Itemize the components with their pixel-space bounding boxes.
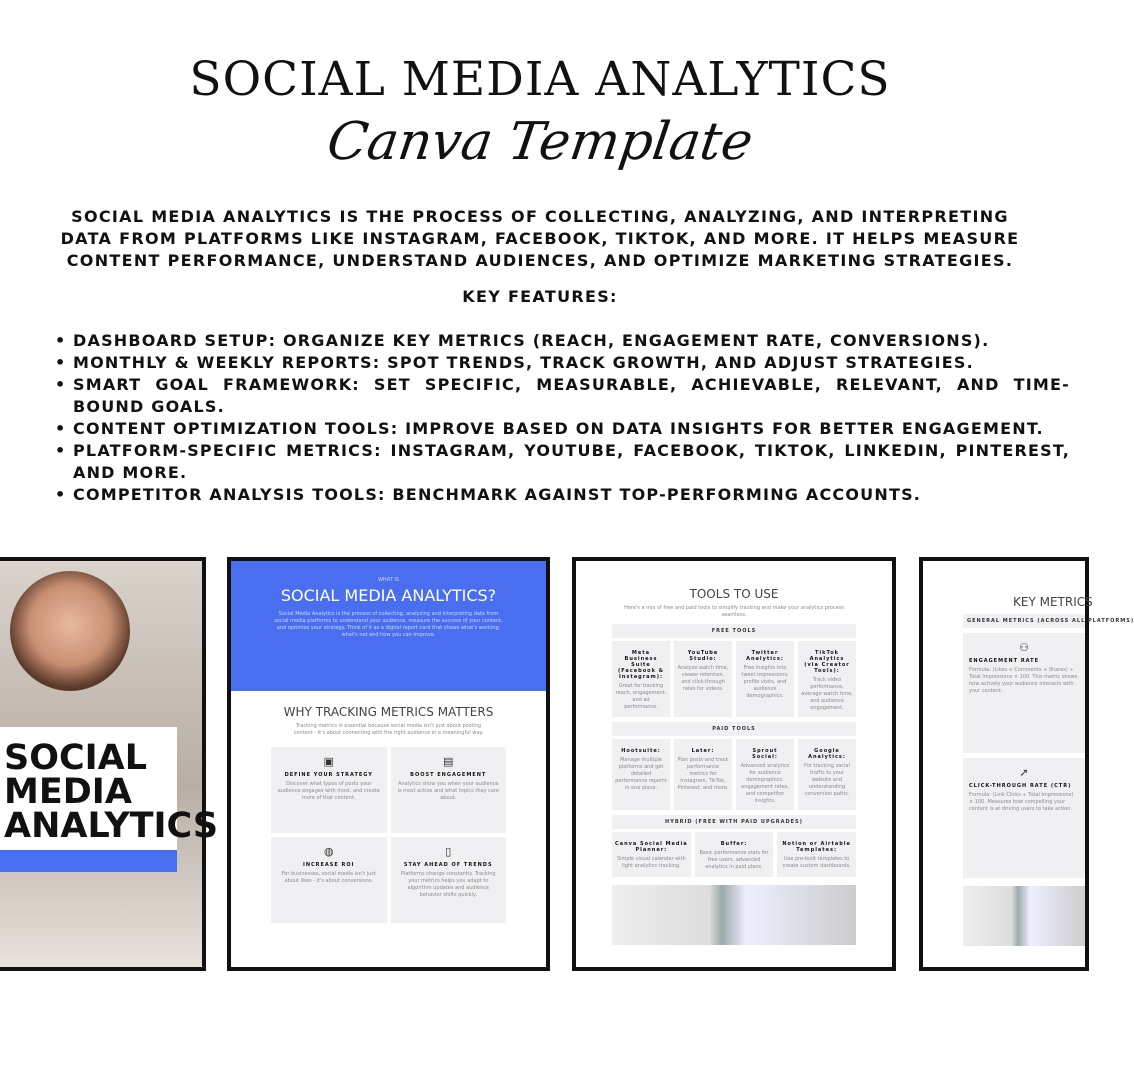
free-tools-band: FREE TOOLS xyxy=(612,624,856,638)
feature-item: • COMPETITOR ANALYSIS TOOLS: BENCHMARK AGAINST TOP-PERFORMING ACCOUNTS. xyxy=(55,484,1070,506)
paid-tools-band: PAID TOOLS xyxy=(612,722,856,736)
text: Platforms change constantly. Tracking your metrics helps you adapt to algorithm updates and audience behavior shifts quickly. xyxy=(400,871,496,898)
feature-item: • CONTENT OPTIMIZATION TOOLS: IMPROVE BASED ON DATA INSIGHTS FOR BETTER ENGAGEMENT. xyxy=(55,418,1070,440)
page-heading: TOOLS TO USE xyxy=(689,587,779,601)
tile xyxy=(612,739,670,810)
text: Discover what types of posts your audience engages with most, and create more of that content. xyxy=(277,781,380,801)
tile xyxy=(798,739,856,810)
text: Canva Social Media Planner: xyxy=(615,841,688,853)
text: Later: xyxy=(691,748,715,754)
tile xyxy=(612,832,691,877)
preview-key-metrics xyxy=(919,557,1134,971)
desk-photo xyxy=(612,885,856,945)
tile xyxy=(736,739,794,810)
text: Analyze watch time, viewer retention, and click-through rates for videos. xyxy=(677,665,729,692)
text: Meta Business Suite (Facebook & Instagram): xyxy=(617,650,664,680)
tile xyxy=(391,837,507,923)
body-text: Social Media Analytics is the process of collecting, analyzing and interpreting data from social media platforms to understand your audience, measure the success of your content, and optimize your strategy. Think of it as a digital report card that shows what's working, what's not and how you can improve. xyxy=(274,611,503,638)
general-metrics-band: GENERAL METRICS (ACROSS ALL PLATFORMS) xyxy=(963,614,1085,628)
cover-title: SOCIAL MEDIA ANALYTICS xyxy=(0,727,177,872)
tile xyxy=(963,758,1085,878)
feature-item: • SMART GOAL FRAMEWORK: SET SPECIFIC, MEASURABLE, ACHIEVABLE, RELEVANT, AND TIME-BOUND GOALS. xyxy=(55,374,1070,418)
feature-item: • MONTHLY & WEEKLY REPORTS: SPOT TRENDS, TRACK GROWTH, AND ADJUST STRATEGIES. xyxy=(55,352,1070,374)
features-list xyxy=(55,330,1070,506)
text: Hootsuite: xyxy=(621,748,661,754)
tile xyxy=(674,739,732,810)
strategy-board-icon: ▣ xyxy=(323,755,334,768)
text: BOOST ENGAGEMENT xyxy=(410,772,487,778)
page-heading: SOCIAL MEDIA ANALYTICS? xyxy=(280,586,497,605)
row xyxy=(612,641,856,717)
roi-icon: ◍ xyxy=(323,845,334,858)
tile xyxy=(695,832,774,877)
intro: Here's a mix of free and paid tools to simplify tracking and make your analytics process seamless. xyxy=(624,605,844,618)
text: Formula: (Likes + Comments + Shares) ÷ Total Impressions × 100. This metric shows how actively your audience interacts with your content. xyxy=(969,667,1078,694)
section-body: Tracking metrics is essential because social media isn't just about posting content - it's about connecting with the right audience in a meaningful way. xyxy=(293,723,484,736)
text: Formula: (Link Clicks ÷ Total Impressions) × 100. Measures how compelling your content is at driving users to take action. xyxy=(969,792,1074,812)
section-heading: WHY TRACKING METRICS MATTERS xyxy=(283,705,494,719)
desk-photo xyxy=(963,886,1085,946)
text: Plan posts and track performance metrics for Instagram, TikTok, Pinterest, and more. xyxy=(677,757,729,791)
text: Buffer: xyxy=(720,841,748,847)
text: INCREASE ROI xyxy=(302,862,355,868)
text: YouTube Studio: xyxy=(687,650,719,662)
preview-what-is xyxy=(227,557,550,971)
text: Advanced analytics for audience demographics, engagement rates, and competitor insights. xyxy=(740,763,790,804)
intro-paragraph: SOCIAL MEDIA ANALYTICS IS THE PROCESS OF COLLECTING, ANALYZING, AND INTERPRETING DATA FROM PLATFORMS LIKE INSTAGRAM, FACEBOOK, TIKTOK, AND MORE. IT HELPS MEASURE CONTENT PERFORMANCE, UNDERSTAND AUDIENCES, AND OPTIMIZE MARKETING STRATEGIES. xyxy=(60,207,1020,270)
text: STAY AHEAD OF TRENDS xyxy=(403,862,493,868)
text: Sprout Social: xyxy=(752,748,778,760)
text: Notion or Airtable Templates: xyxy=(782,841,851,853)
tile xyxy=(271,747,387,833)
tile xyxy=(963,633,1085,753)
woman-photo xyxy=(10,571,130,691)
tile xyxy=(777,832,856,877)
text: CLICK-THROUGH RATE (CTR) xyxy=(969,783,1072,789)
tile xyxy=(798,641,856,717)
row xyxy=(612,739,856,810)
text: ENGAGEMENT RATE xyxy=(969,658,1039,664)
feature-item: • DASHBOARD SETUP: ORGANIZE KEY METRICS (REACH, ENGAGEMENT RATE, CONVERSIONS). xyxy=(55,330,1070,352)
text: Free insights into tweet impressions, profile visits, and audience demographics. xyxy=(741,665,789,699)
preview-cover xyxy=(0,557,219,971)
text: Use pre-built templates to create custom dashboards. xyxy=(782,856,851,869)
text: Track video performance, average watch time, and audience engagement. xyxy=(801,677,853,711)
text: Basic performance stats for free users, advanced analytics in paid plans. xyxy=(699,850,769,870)
script-subtitle: Canva Template xyxy=(323,112,757,172)
tile xyxy=(674,641,732,717)
tile xyxy=(612,641,670,717)
page-heading: KEY METRICS xyxy=(1013,595,1093,609)
text: Analytics show you when your audience is most active and what topics they care about. xyxy=(397,781,499,801)
text: For tracking social traffic to your website and understanding conversion paths. xyxy=(804,763,850,797)
phone-icon: ▤ xyxy=(443,755,454,768)
text: DEFINE YOUR STRATEGY xyxy=(284,772,373,778)
page-title: SOCIAL MEDIA ANALYTICS xyxy=(189,52,891,107)
text: For businesses, social media isn't just about likes - it's about conversions. xyxy=(281,871,376,884)
people-icon: ⚇ xyxy=(1019,641,1029,654)
text: Twitter Analytics: xyxy=(746,650,784,662)
hybrid-tools-band: HYBRID (FREE WITH PAID UPGRADES) xyxy=(612,815,856,829)
key-features-label: KEY FEATURES: xyxy=(462,287,618,306)
kicker: WHAT IS xyxy=(377,577,400,583)
text: TikTok Analytics (via Creator Tools): xyxy=(804,650,850,674)
tile xyxy=(736,641,794,717)
row xyxy=(612,832,856,877)
feature-item: • PLATFORM-SPECIFIC METRICS: INSTAGRAM, YOUTUBE, FACEBOOK, TIKTOK, LINKEDIN, PINTEREST, AND MORE. xyxy=(55,440,1070,484)
cursor-click-icon: ➚ xyxy=(1019,766,1029,779)
tile xyxy=(271,837,387,923)
trend-phone-icon: ▯ xyxy=(445,845,452,858)
text: Great for tracking reach, engagement, and ad performance. xyxy=(615,683,667,710)
text: Manage multiple platforms and get detailed performance reports in one place. xyxy=(615,757,667,791)
text: Simple visual calendar with light analytics tracking. xyxy=(616,856,686,869)
tile xyxy=(391,747,507,833)
preview-tools xyxy=(572,557,896,971)
text: Google Analytics: xyxy=(808,748,846,760)
